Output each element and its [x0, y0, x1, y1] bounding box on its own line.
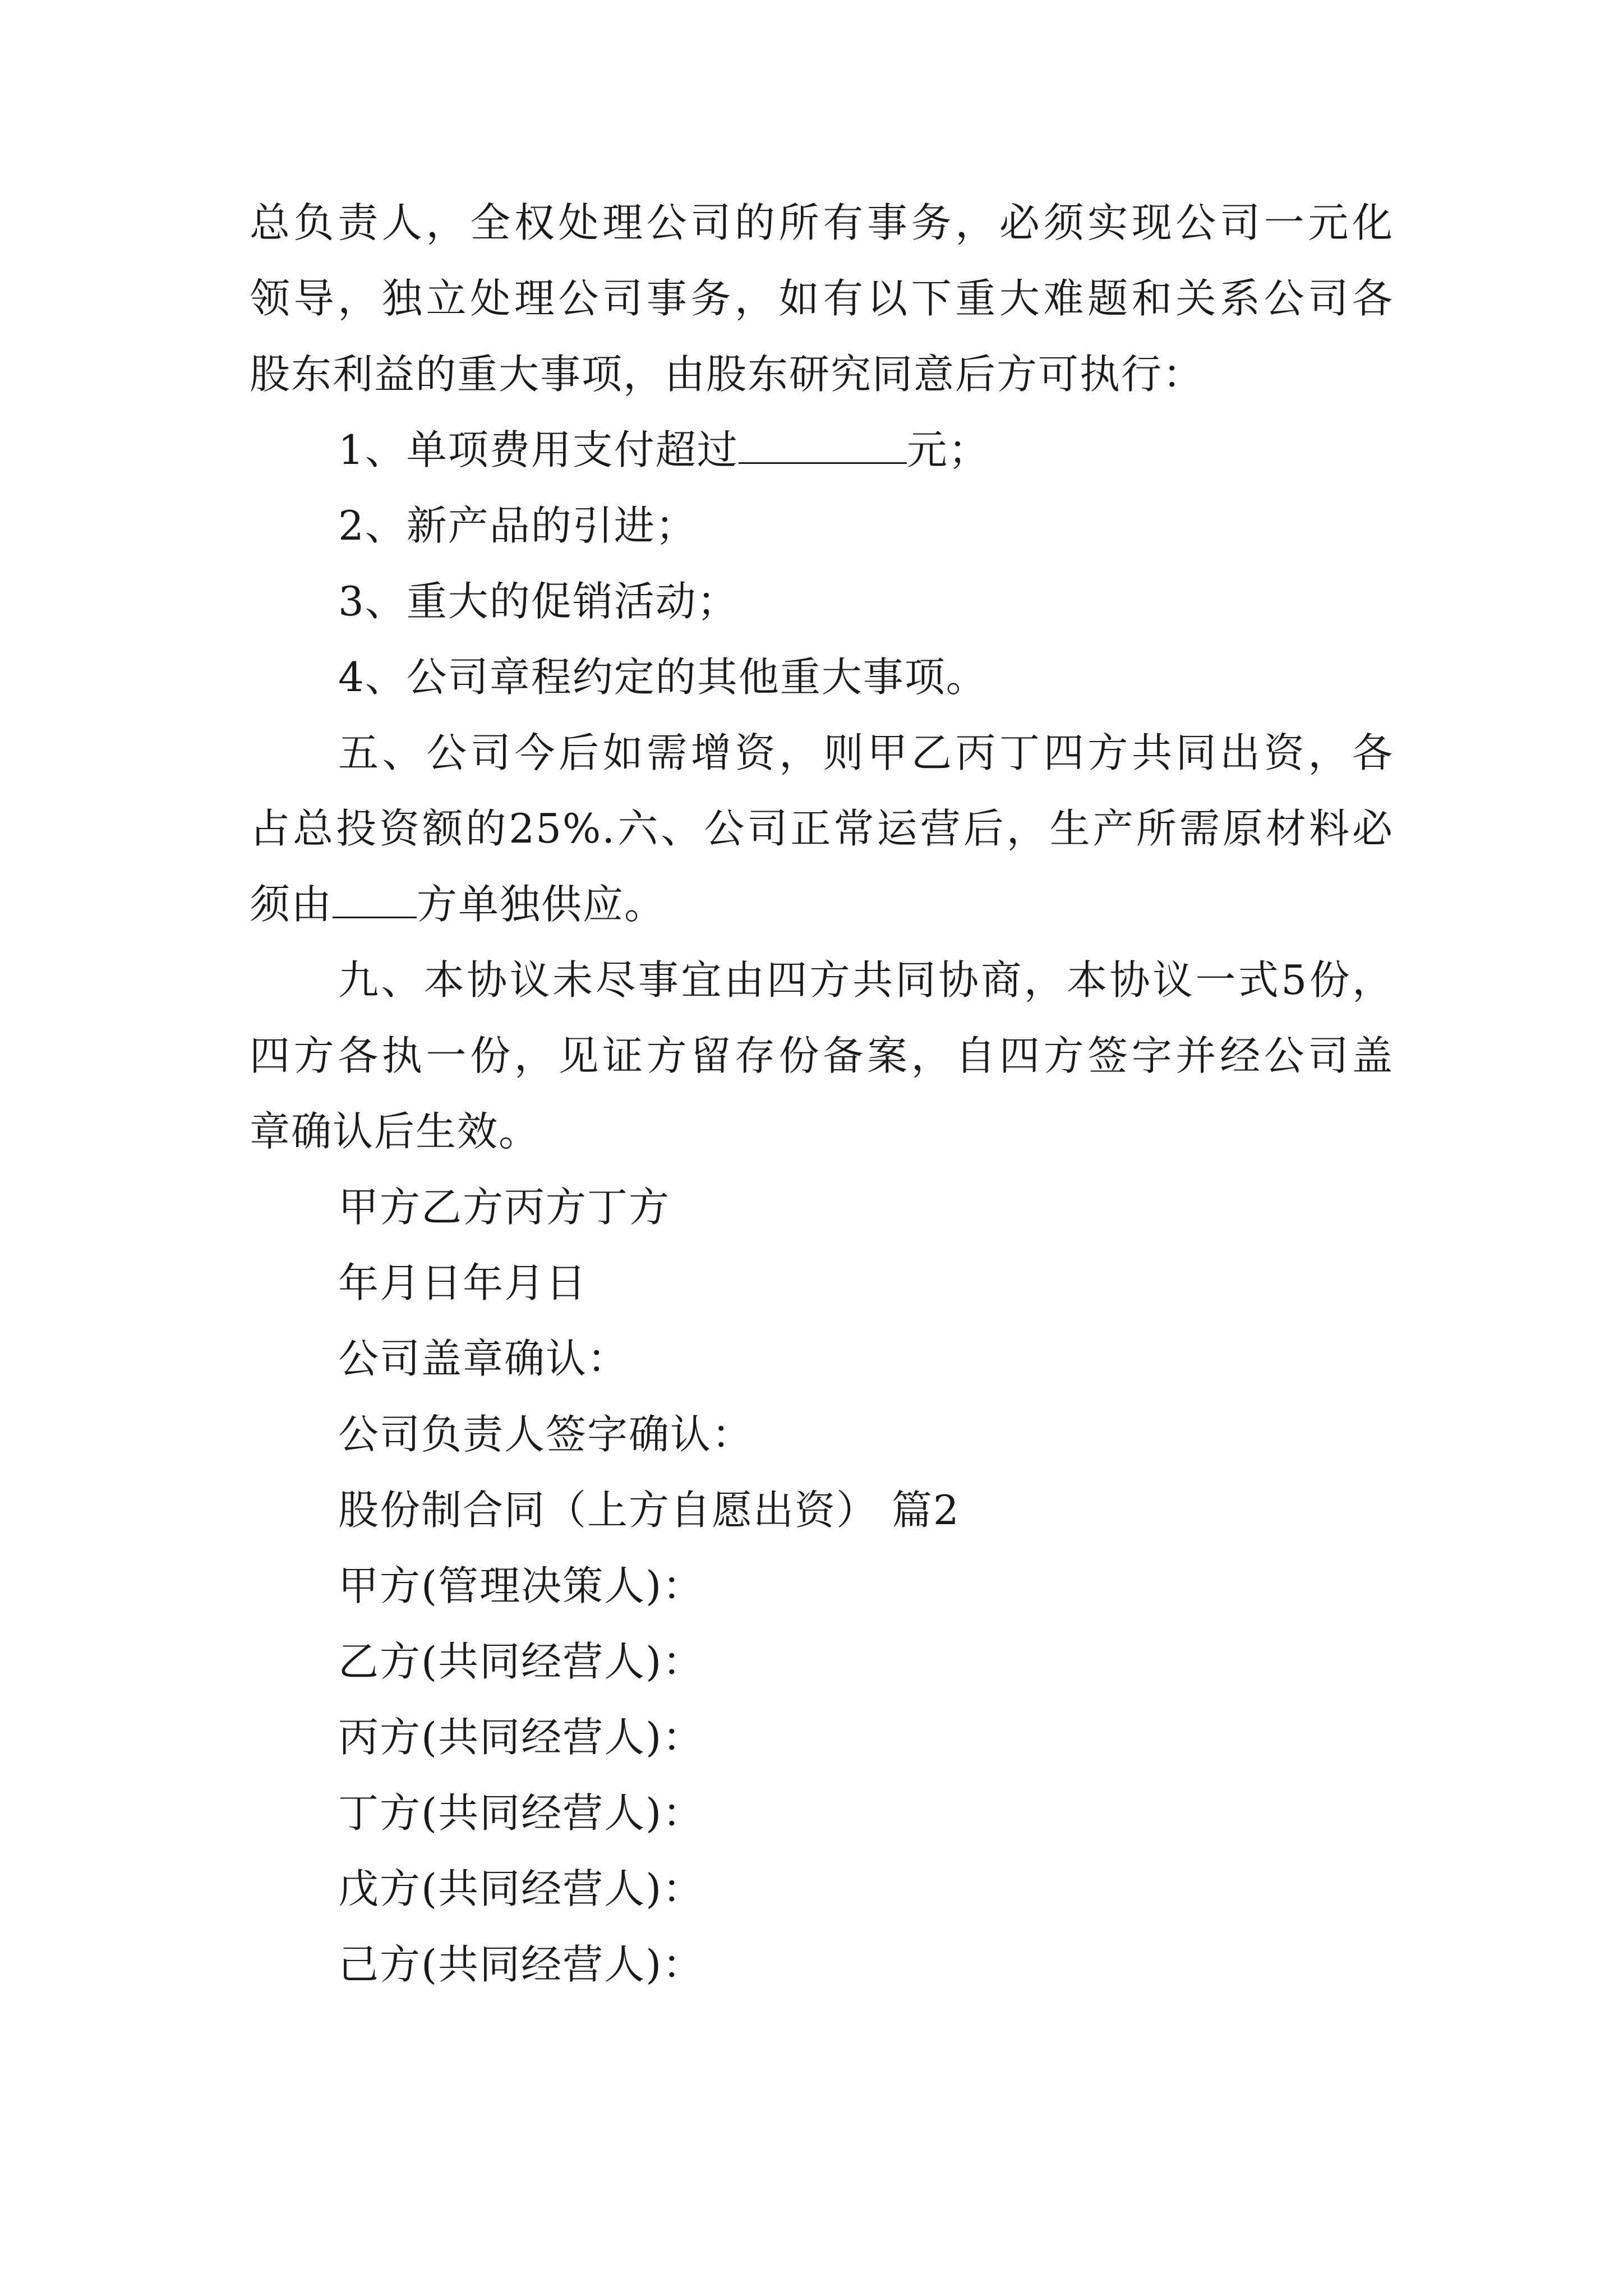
paragraph-line: 领导，独立处理公司事务，如有以下重大难题和关系公司各 — [250, 275, 1394, 322]
list-item: 3、重大的促销活动； — [338, 578, 739, 625]
party-line: 甲方(管理决策人)： — [338, 1562, 704, 1609]
paragraph-line: 章确认后生效。 — [250, 1108, 541, 1155]
document-page — [250, 185, 1394, 2003]
party-line: 乙方(共同经营人)： — [338, 1638, 704, 1685]
list-item-text: 元； — [906, 426, 990, 473]
paragraph-line: 股东利益的重大事项，由股东研究同意后方可执行： — [250, 351, 1205, 398]
paragraph-line: 九、本协议未尽事宜由四方共同协商，本协议一式5份， — [338, 956, 1394, 1004]
list-item — [250, 412, 1394, 488]
signature-dates: 年月日年月日 — [338, 1259, 588, 1306]
paragraph-line: 五、公司今后如需增资，则甲乙丙丁四方共同出资，各 — [338, 729, 1394, 776]
list-item: 4、公司章程约定的其他重大事项。 — [338, 654, 988, 701]
list-item: 2、新产品的引进； — [338, 502, 697, 549]
party-line: 丁方(共同经营人)： — [338, 1789, 704, 1837]
company-seal-line: 公司盖章确认： — [338, 1335, 629, 1382]
party-line: 己方(共同经营人)： — [338, 1941, 704, 1988]
paragraph-text: 方单独供应。 — [417, 881, 666, 928]
paragraph-text: 须由 — [250, 881, 333, 928]
paragraph-line: 占总投资额的25%.六、公司正常运营后，生产所需原材料必 — [250, 805, 1394, 852]
manager-sign-line: 公司负责人签字确认： — [338, 1411, 754, 1458]
paragraph-line: 四方各执一份，见证方留存份备案，自四方签字并经公司盖 — [250, 1032, 1394, 1079]
paragraph-line: 总负责人，全权处理公司的所有事务，必须实现公司一元化 — [250, 199, 1394, 246]
section-title: 股份制合同（上方自愿出资） 篇2 — [338, 1487, 960, 1534]
fill-in-blank — [333, 883, 417, 918]
fill-in-blank — [739, 429, 907, 464]
paragraph-line — [250, 867, 1394, 942]
party-line: 戊方(共同经营人)： — [338, 1865, 704, 1912]
signature-parties: 甲方乙方丙方丁方 — [338, 1184, 671, 1231]
party-line: 丙方(共同经营人)： — [338, 1714, 704, 1761]
list-item-text: 1、单项费用支付超过 — [338, 426, 739, 473]
